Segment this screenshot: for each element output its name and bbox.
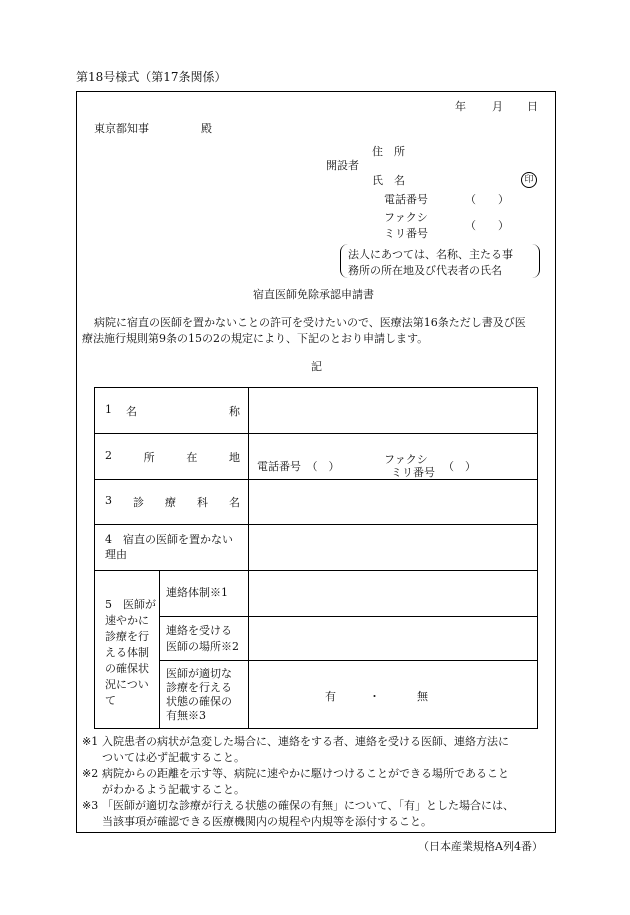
row5-label-cell xyxy=(95,571,160,729)
fax-label-1: ファクシ xyxy=(384,211,428,224)
row2-label-a: 所 xyxy=(143,450,155,464)
row5-sub3-2: 診療を行える xyxy=(166,680,232,694)
row2-phone: 電話番号 （ ） xyxy=(257,460,340,473)
note-2-text-a: 病院からの距離を示す等、病院に速やかに駆けつけることができる場所であること xyxy=(102,767,509,780)
row5-main-7: て xyxy=(105,694,116,707)
address-label: 住 所 xyxy=(372,145,405,158)
form-number: 第18号様式（第17条関係） xyxy=(76,70,227,84)
date-month: 月 xyxy=(492,100,503,113)
table-row-location xyxy=(95,434,538,480)
row5-sub1: 連絡体制※1 xyxy=(166,586,228,600)
note-2-text-b: がわかるよう記載すること。 xyxy=(102,783,245,796)
row4-line2: 理由 xyxy=(105,547,127,561)
row5-main-2: 速やかに xyxy=(105,614,149,627)
row5-sub3-1: 医師が適切な xyxy=(166,666,232,680)
note-3 xyxy=(82,798,552,830)
doctor-location-value-field[interactable] xyxy=(249,617,538,661)
note-1-mark: ※1 xyxy=(82,735,99,748)
note-3-text-a: 「医師が適切な診療が行える状態の確保の有無」について、「有」とした場合には、 xyxy=(102,799,515,812)
table-row-name xyxy=(95,388,538,434)
table-row-contact-system xyxy=(95,571,538,617)
ki-label: 記 xyxy=(311,360,322,373)
adequate-care-choice-field[interactable] xyxy=(249,661,538,729)
row3-label-b: 療 xyxy=(165,496,176,509)
row5-sub3-3: 状態の確保の xyxy=(166,694,232,708)
corporation-note-2: 務所の所在地及び代表者の氏名 xyxy=(348,264,502,277)
row2-fax-2: ミリ番号 xyxy=(391,466,435,479)
row1-num: 1 xyxy=(105,402,112,416)
addressee-governor: 東京都知事 xyxy=(94,122,149,135)
row5-main-3: 診療を行 xyxy=(105,630,149,643)
note-1-text-b: ついては必ず記載すること。 xyxy=(102,751,245,764)
row5-sub2-2: 医師の場所※2 xyxy=(166,639,239,653)
note-3-mark: ※3 xyxy=(82,799,99,812)
note-3-text-b: 当該事項が確認できる医療機関内の規程や内規等を添付すること。 xyxy=(102,815,432,828)
row2-label-c: 地 xyxy=(228,450,240,464)
name-value-field[interactable] xyxy=(249,388,538,434)
row5-num: 5 xyxy=(105,598,112,611)
note-1-text-a: 入院患者の病状が急変した場合に、連絡をする者、連絡を受ける医師、連絡方法に xyxy=(102,735,509,748)
note-2 xyxy=(82,766,552,798)
phone-label: 電話番号 xyxy=(384,193,428,206)
row2-fax-parens: （ ） xyxy=(443,460,476,473)
addressee-honorific: 殿 xyxy=(201,122,212,135)
row2-fax-1: ファクシ xyxy=(384,453,428,466)
departments-value-field[interactable] xyxy=(249,480,538,525)
applicant-label: 開設者 xyxy=(326,159,359,172)
contact-system-value-field[interactable] xyxy=(249,571,538,617)
row2-num: 2 xyxy=(105,448,112,462)
note-2-mark: ※2 xyxy=(82,767,99,780)
corporation-note-1: 法人にあつては、名称、主たる事 xyxy=(348,248,513,261)
table-row-doctor-location xyxy=(95,617,538,661)
name-label: 氏 名 xyxy=(372,174,405,187)
footer-note: （日本産業規格A列4番） xyxy=(418,840,543,853)
table-row-reason xyxy=(95,525,538,571)
choice-yes[interactable]: 有 xyxy=(325,690,336,703)
details-table xyxy=(94,387,538,729)
table-row-adequate-care xyxy=(95,661,538,729)
choice-dot: ・ xyxy=(369,690,380,703)
seal-icon: 印 xyxy=(521,172,537,188)
date-year: 年 xyxy=(455,100,466,113)
document-title: 宿直医師免除承認申請書 xyxy=(253,288,374,301)
body-text-1: 病院に宿直の医師を置かないことの許可を受けたいので、医療法第16条ただし書及び医 xyxy=(94,316,526,329)
date-day: 日 xyxy=(527,100,538,113)
row4-line1: 4 宿直の医師を置かない xyxy=(105,532,233,546)
row5-main-5: の確保状 xyxy=(105,662,149,675)
row3-label-c: 科 xyxy=(197,496,208,509)
fax-parens: （ ） xyxy=(465,219,509,232)
row3-num: 3 xyxy=(105,494,112,507)
table-row-departments xyxy=(95,480,538,525)
row5-main-6: 況につい xyxy=(105,678,149,691)
reason-value-field[interactable] xyxy=(249,525,538,571)
row5-main-1: 医師が xyxy=(123,598,156,611)
body-text-2: 療法施行規則第9条の15の2の規定により、下記のとおり申請します。 xyxy=(82,332,429,345)
phone-parens: （ ） xyxy=(465,193,509,206)
choice-no[interactable]: 無 xyxy=(417,690,428,703)
row2-label-b: 在 xyxy=(186,450,198,464)
row3-label-a: 診 xyxy=(133,496,144,509)
row1-label-a: 名 xyxy=(126,404,137,418)
row5-sub2-1: 連絡を受ける xyxy=(166,623,232,637)
row1-label-b: 称 xyxy=(229,404,240,418)
note-1 xyxy=(82,734,552,766)
row5-main-4: える体制 xyxy=(105,646,149,659)
row5-sub3-4: 有無※3 xyxy=(166,708,206,722)
location-value-field[interactable] xyxy=(249,434,538,480)
fax-label-2: ミリ番号 xyxy=(384,227,428,240)
row3-label-d: 名 xyxy=(229,496,240,509)
